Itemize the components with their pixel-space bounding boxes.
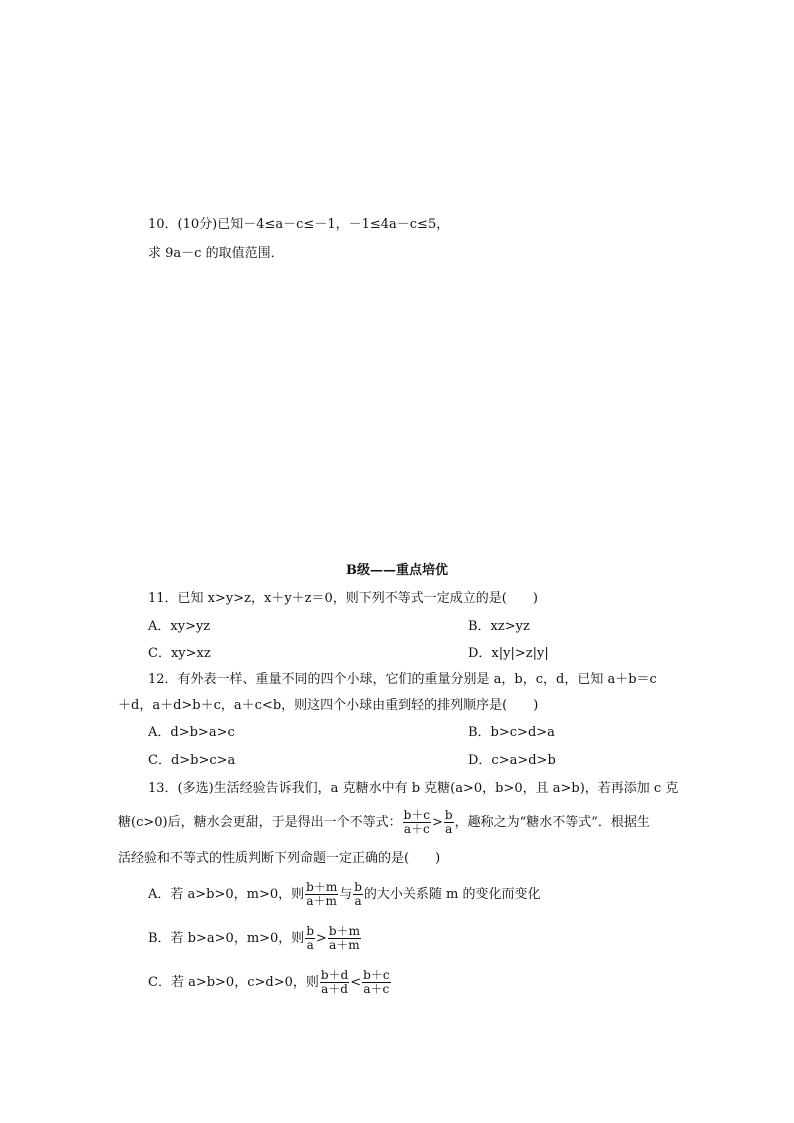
q13-option-b (148, 922, 362, 956)
section-heading: B级——重点培优 (346, 563, 448, 578)
q13-line2-text: 糖(c>0)后，糖水会更甜，于是得出一个不等式： (118, 815, 402, 830)
fraction-denominator: a (445, 822, 453, 836)
fraction (403, 809, 431, 836)
fraction-numerator: b (306, 924, 314, 938)
option-c-text: C．若 a>b>0，c>d>0，则 (148, 975, 319, 990)
fraction-denominator: a (306, 938, 314, 952)
fraction-numerator: b (354, 880, 362, 894)
option-a-tail: 的大小关系随 m 的变化而变化 (363, 887, 541, 902)
q11-option-d: D．x|y|>z|y| (468, 646, 549, 661)
q13-line3: 活经验和不等式的性质判断下列命题一定正确的是( ) (118, 851, 441, 866)
fraction (444, 809, 454, 836)
fraction-denominator: a＋d (321, 982, 348, 996)
q11-option-c: C．xy>xz (148, 646, 211, 661)
fraction-numerator: b＋m (306, 880, 338, 894)
fraction-numerator: b＋d (320, 968, 349, 982)
option-a-text: A．若 a>b>0，m>0，则 (148, 887, 305, 902)
q13-option-a (148, 878, 541, 912)
fraction-numerator: b (444, 808, 453, 822)
fraction (362, 969, 390, 996)
q12-option-a: A．d>b>a>c (148, 725, 235, 740)
q11-option-a: A．xy>yz (148, 619, 211, 634)
q12-line2: ＋d，a＋d>b＋c，a＋c<b，则这四个小球由重到轻的排列顺序是( ) (118, 698, 539, 713)
option-a-mid: 与 (339, 887, 353, 902)
fraction (353, 881, 363, 908)
q13-line1: 13．(多选)生活经验告诉我们，a 克糖水中有 b 克糖(a>0，b>0，且 a>b)，若再添加 c 克 (148, 781, 679, 796)
q13-line2-tail: ，趣称之为“糖水不等式”．根据生 (454, 815, 650, 830)
q11-option-b: B．xz>yz (468, 619, 530, 634)
fraction-numerator: b＋c (363, 968, 390, 982)
inequality-sign: < (350, 975, 362, 990)
fraction-denominator: a＋c (363, 982, 390, 996)
q13-option-c (148, 966, 392, 1000)
fraction-denominator: a＋m (329, 938, 360, 952)
option-b-text: B．若 b>a>0，m>0，则 (148, 931, 305, 946)
q11-stem: 11．已知 x>y>z，x＋y＋z＝0，则下列不等式一定成立的是( ) (148, 591, 538, 606)
fraction (320, 969, 349, 996)
fraction (305, 925, 315, 952)
fraction (328, 925, 361, 952)
q12-option-b: B．b>c>d>a (468, 725, 555, 740)
q12-option-c: C．d>b>c>a (148, 753, 236, 768)
inequality-sign: > (432, 815, 443, 830)
fraction-numerator: b＋c (403, 808, 430, 822)
q13-line2 (118, 806, 650, 840)
q12-option-d: D．c>a>d>b (468, 753, 556, 768)
q10-line1: 10．(10分)已知－4≤a－c≤－1，－1≤4a－c≤5， (148, 217, 450, 232)
fraction (305, 881, 338, 908)
inequality-sign: > (316, 931, 327, 946)
fraction-denominator: a＋c (403, 822, 430, 836)
fraction-denominator: a＋m (306, 894, 337, 908)
q12-line1: 12．有外表一样、重量不同的四个小球，它们的重量分别是 a，b，c，d，已知 a＋b＝c (148, 672, 657, 687)
q10-line2: 求 9a－c 的取值范围． (148, 246, 284, 261)
fraction-denominator: a (354, 894, 362, 908)
fraction-numerator: b＋m (328, 924, 360, 938)
